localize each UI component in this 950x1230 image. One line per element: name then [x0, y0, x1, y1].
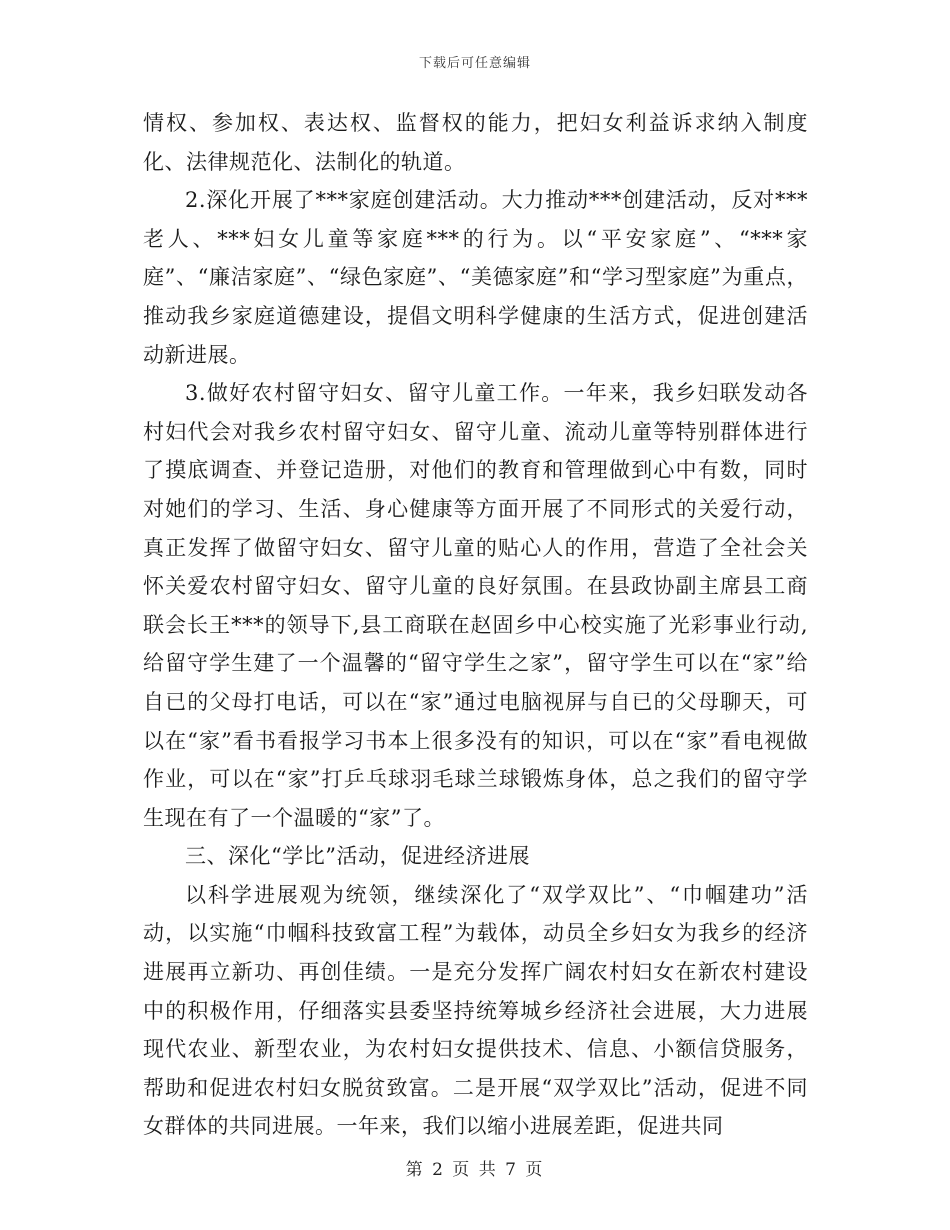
document-body	[143, 104, 808, 1146]
section-heading: 三、深化“学比”活动，促进经济进展	[185, 844, 530, 869]
paragraph: 2.深化开展了***家庭创建活动。大力推动***创建活动，反对***老人、***妇女儿童等家庭***的行为。以“平安家庭”、“***家庭”、“廉洁家庭”、“绿色家庭”、“美德家庭”和“学习型家庭”为重点，推动我乡家庭道德建设，提倡文明科学健康的生活方式，促进创建活动新进展。	[143, 188, 808, 367]
paragraph: 3.做好农村留守妇女、留守儿童工作。一年来，我乡妇联发动各村妇代会对我乡农村留守妇女、留守儿童、流动儿童等特别群体进行了摸底调查、并登记造册，对他们的教育和管理做到心中有数，同时对她们的学习、生活、身心健康等方面开展了不同形式的关爱行动，真正发挥了做留守妇女、留守儿童的贴心人的作用，营造了全社会关怀关爱农村留守妇女、留守儿童的良好氛围。在县政协副主席县工商联会长王***的领导下,县工商联在赵固乡中心校实施了光彩事业行动,给留守学生建了一个温馨的“留守学生之家”，留守学生可以在“家”给自已的父母打电话，可以在“家”通过电脑视屏与自已的父母聊天，可以在“家”看书看报学习书本上很多没有的知识，可以在“家”看电视做作业，可以在“家”打乒乓球羽毛球兰球锻炼身体，总之我们的留守学生现在有了一个温暖的“家”了。	[143, 381, 808, 830]
paragraph: 以科学进展观为统领，继续深化了“双学双比”、“巾帼建功”活动，以实施“巾帼科技致富工程”为载体，动员全乡妇女为我乡的经济进展再立新功、再创佳绩。一是充分发挥广阔农村妇女在新农村建设中的积极作用，仔细落实县委坚持统筹城乡经济社会进展，大力进展现代农业、新型农业，为农村妇女提供技术、信息、小额信贷服务，帮助和促进农村妇女脱贫致富。二是开展“双学双比”活动，促进不同女群体的共同进展。一年来，我们以缩小进展差距，促进共同	[143, 882, 808, 1139]
page-header: 下载后可任意编辑	[418, 56, 531, 71]
page-number: 第 2 页 共 7 页	[405, 1160, 545, 1180]
paragraph: 情权、参加权、表达权、监督权的能力，把妇女利益诉求纳入制度化、法律规范化、法制化的轨道。	[143, 111, 808, 174]
